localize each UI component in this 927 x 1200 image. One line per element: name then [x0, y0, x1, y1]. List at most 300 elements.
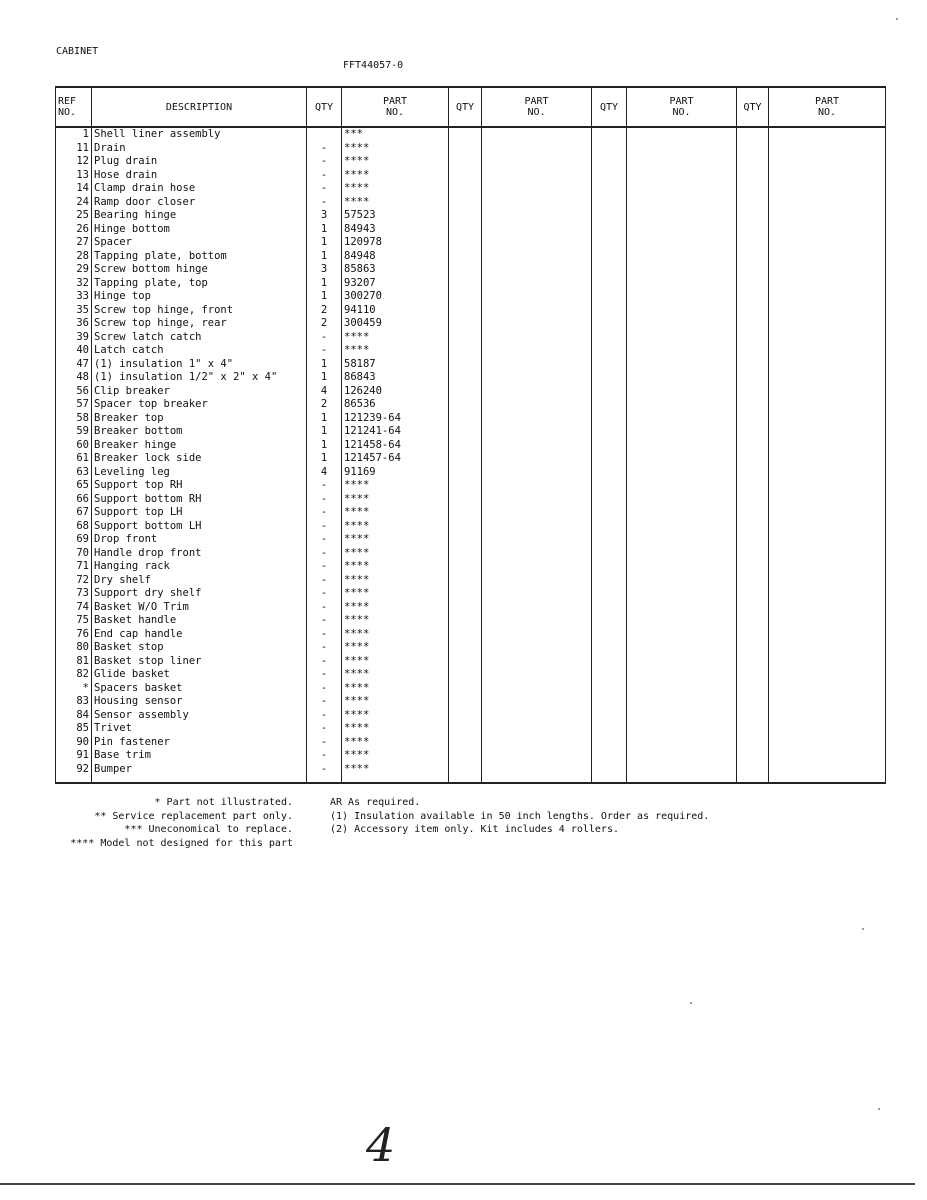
- empty-cell: [627, 142, 737, 156]
- part-no-cell: ****: [342, 574, 449, 588]
- empty-cell: [737, 290, 769, 304]
- empty-cell: [592, 425, 627, 439]
- table-row: [56, 668, 886, 682]
- part-no-cell: 126240: [342, 385, 449, 399]
- empty-cell: [627, 614, 737, 628]
- empty-cell: [627, 655, 737, 669]
- empty-cell: [449, 533, 482, 547]
- empty-cell: [627, 344, 737, 358]
- empty-cell: [449, 722, 482, 736]
- table-row: [56, 398, 886, 412]
- qty-cell: -: [307, 520, 342, 534]
- qty-cell: 3: [307, 263, 342, 277]
- empty-cell: [627, 560, 737, 574]
- ref-no-cell: 36: [56, 317, 92, 331]
- empty-cell: [627, 682, 737, 696]
- table-row: [56, 547, 886, 561]
- part-no-cell: 57523: [342, 209, 449, 223]
- description-cell: Pin fastener: [92, 736, 307, 750]
- empty-cell: [737, 263, 769, 277]
- qty-cell: -: [307, 493, 342, 507]
- empty-cell: [769, 344, 886, 358]
- empty-cell: [449, 655, 482, 669]
- empty-cell: [737, 655, 769, 669]
- empty-cell: [592, 127, 627, 142]
- empty-cell: [482, 385, 592, 399]
- description-cell: Basket stop liner: [92, 655, 307, 669]
- empty-cell: [482, 574, 592, 588]
- part-no-cell: 121239-64: [342, 412, 449, 426]
- empty-cell: [482, 331, 592, 345]
- empty-cell: [769, 709, 886, 723]
- part-no-cell: ****: [342, 155, 449, 169]
- empty-cell: [482, 277, 592, 291]
- ref-no-cell: 67: [56, 506, 92, 520]
- empty-cell: [449, 601, 482, 615]
- empty-cell: [737, 398, 769, 412]
- empty-cell: [769, 695, 886, 709]
- qty-cell: -: [307, 736, 342, 750]
- empty-cell: [449, 560, 482, 574]
- bottom-rule: [0, 1183, 915, 1185]
- part-no-cell: ****: [342, 614, 449, 628]
- qty-cell: -: [307, 196, 342, 210]
- table-row: [56, 763, 886, 777]
- description-cell: (1) insulation 1/2" x 2" x 4": [92, 371, 307, 385]
- empty-cell: [449, 682, 482, 696]
- empty-cell: [592, 196, 627, 210]
- empty-cell: [482, 547, 592, 561]
- empty-cell: [769, 560, 886, 574]
- ref-no-cell: 73: [56, 587, 92, 601]
- empty-cell: [627, 736, 737, 750]
- empty-cell: [737, 628, 769, 642]
- empty-cell: [592, 358, 627, 372]
- qty-cell: -: [307, 331, 342, 345]
- ref-no-cell: 80: [56, 641, 92, 655]
- table-row: [56, 560, 886, 574]
- table-footer-row: [56, 778, 886, 783]
- description-cell: Drain: [92, 142, 307, 156]
- ref-no-cell: 11: [56, 142, 92, 156]
- empty-cell: [627, 668, 737, 682]
- empty-cell: [592, 331, 627, 345]
- empty-cell: [737, 763, 769, 777]
- table-row: [56, 574, 886, 588]
- scan-speck: [690, 1002, 692, 1004]
- empty-cell: [737, 277, 769, 291]
- empty-cell: [449, 479, 482, 493]
- empty-cell: [769, 209, 886, 223]
- part-no-cell: ****: [342, 709, 449, 723]
- ref-no-cell: 61: [56, 452, 92, 466]
- empty-cell: [482, 560, 592, 574]
- empty-cell: [449, 695, 482, 709]
- empty-cell: [592, 506, 627, 520]
- ref-no-cell: 12: [56, 155, 92, 169]
- table-row: [56, 682, 886, 696]
- empty-cell: [627, 520, 737, 534]
- table-row: [56, 614, 886, 628]
- description-cell: Plug drain: [92, 155, 307, 169]
- empty-cell: [449, 371, 482, 385]
- empty-cell: [737, 371, 769, 385]
- empty-cell: [482, 601, 592, 615]
- empty-cell: [769, 425, 886, 439]
- ref-no-cell: 1: [56, 127, 92, 142]
- empty-cell: [769, 466, 886, 480]
- empty-cell: [592, 493, 627, 507]
- empty-cell: [737, 479, 769, 493]
- qty-cell: -: [307, 709, 342, 723]
- ref-no-cell: 60: [56, 439, 92, 453]
- empty-cell: [482, 142, 592, 156]
- qty-cell: -: [307, 587, 342, 601]
- ref-no-cell: 75: [56, 614, 92, 628]
- empty-cell: [592, 574, 627, 588]
- empty-cell: [592, 560, 627, 574]
- ref-no-cell: 74: [56, 601, 92, 615]
- empty-cell: [769, 127, 886, 142]
- table-row: [56, 452, 886, 466]
- empty-cell: [769, 290, 886, 304]
- empty-cell: [482, 628, 592, 642]
- description-cell: Drop front: [92, 533, 307, 547]
- empty-cell: [737, 236, 769, 250]
- description-cell: Hanging rack: [92, 560, 307, 574]
- empty-cell: [592, 344, 627, 358]
- table-row: [56, 533, 886, 547]
- part-no-header-2: PART NO.: [482, 87, 592, 127]
- qty-cell: -: [307, 628, 342, 642]
- part-no-cell: 121457-64: [342, 452, 449, 466]
- empty-cell: [482, 614, 592, 628]
- ref-no-cell: 76: [56, 628, 92, 642]
- empty-cell: [769, 317, 886, 331]
- empty-cell: [627, 466, 737, 480]
- description-cell: Base trim: [92, 749, 307, 763]
- empty-cell: [737, 250, 769, 264]
- empty-cell: [627, 371, 737, 385]
- empty-cell: [737, 547, 769, 561]
- empty-cell: [482, 722, 592, 736]
- empty-cell: [482, 196, 592, 210]
- empty-cell: [592, 709, 627, 723]
- description-cell: Latch catch: [92, 344, 307, 358]
- description-cell: Basket handle: [92, 614, 307, 628]
- empty-cell: [737, 344, 769, 358]
- qty-cell: -: [307, 601, 342, 615]
- qty-cell: -: [307, 695, 342, 709]
- empty-cell: [737, 533, 769, 547]
- empty-cell: [737, 493, 769, 507]
- empty-cell: [592, 398, 627, 412]
- table-row: [56, 601, 886, 615]
- empty-cell: [769, 398, 886, 412]
- empty-cell: [482, 493, 592, 507]
- empty-cell: [449, 736, 482, 750]
- description-cell: Hose drain: [92, 169, 307, 183]
- table-row: [56, 655, 886, 669]
- empty-cell: [482, 695, 592, 709]
- empty-cell: [449, 250, 482, 264]
- model-number: FFT44057-0: [343, 60, 404, 71]
- empty-cell: [592, 479, 627, 493]
- table-row: [56, 290, 886, 304]
- empty-cell: [592, 466, 627, 480]
- part-no-cell: ****: [342, 196, 449, 210]
- table-row: [56, 506, 886, 520]
- part-no-cell: ****: [342, 479, 449, 493]
- qty-cell: 1: [307, 250, 342, 264]
- empty-cell: [592, 371, 627, 385]
- table-row: [56, 479, 886, 493]
- empty-cell: [769, 587, 886, 601]
- empty-cell: [737, 452, 769, 466]
- description-cell: Screw top hinge, front: [92, 304, 307, 318]
- empty-cell: [592, 452, 627, 466]
- empty-cell: [769, 263, 886, 277]
- empty-cell: [737, 127, 769, 142]
- description-cell: (1) insulation 1" x 4": [92, 358, 307, 372]
- description-cell: Hinge bottom: [92, 223, 307, 237]
- part-no-cell: ****: [342, 682, 449, 696]
- empty-cell: [769, 452, 886, 466]
- qty-cell: -: [307, 560, 342, 574]
- empty-cell: [592, 695, 627, 709]
- description-header: DESCRIPTION: [92, 87, 307, 127]
- empty-cell: [737, 709, 769, 723]
- empty-cell: [627, 452, 737, 466]
- empty-cell: [627, 223, 737, 237]
- description-cell: Breaker bottom: [92, 425, 307, 439]
- ref-no-cell: 26: [56, 223, 92, 237]
- table-row: [56, 209, 886, 223]
- qty-cell: 1: [307, 290, 342, 304]
- table-row: [56, 722, 886, 736]
- parts-rows: [56, 127, 886, 778]
- part-no-cell: 58187: [342, 358, 449, 372]
- empty-cell: [482, 169, 592, 183]
- empty-cell: [592, 763, 627, 777]
- empty-cell: [627, 277, 737, 291]
- table-row: [56, 736, 886, 750]
- description-cell: Breaker top: [92, 412, 307, 426]
- empty-cell: [449, 277, 482, 291]
- empty-cell: [769, 628, 886, 642]
- ref-no-cell: 40: [56, 344, 92, 358]
- footnotes-right: [330, 796, 709, 837]
- empty-cell: [592, 412, 627, 426]
- qty-cell: -: [307, 142, 342, 156]
- empty-cell: [449, 574, 482, 588]
- empty-cell: [627, 763, 737, 777]
- empty-cell: [449, 425, 482, 439]
- part-no-cell: ****: [342, 722, 449, 736]
- part-no-cell: 94110: [342, 304, 449, 318]
- empty-cell: [769, 331, 886, 345]
- description-cell: Breaker lock side: [92, 452, 307, 466]
- empty-cell: [737, 304, 769, 318]
- empty-cell: [592, 250, 627, 264]
- empty-cell: [449, 263, 482, 277]
- ref-no-header: REF NO.: [56, 87, 92, 127]
- qty-header-4: QTY: [737, 87, 769, 127]
- ref-no-cell: 69: [56, 533, 92, 547]
- part-no-header-1: PART NO.: [342, 87, 449, 127]
- empty-cell: [737, 641, 769, 655]
- empty-cell: [737, 682, 769, 696]
- empty-cell: [769, 749, 886, 763]
- table-row: [56, 385, 886, 399]
- part-no-cell: ****: [342, 344, 449, 358]
- empty-cell: [737, 506, 769, 520]
- table-row: [56, 317, 886, 331]
- qty-cell: 4: [307, 466, 342, 480]
- empty-cell: [482, 155, 592, 169]
- ref-no-cell: *: [56, 682, 92, 696]
- part-no-cell: ****: [342, 142, 449, 156]
- part-no-cell: ****: [342, 506, 449, 520]
- empty-cell: [449, 628, 482, 642]
- empty-cell: [737, 223, 769, 237]
- table-row: [56, 466, 886, 480]
- empty-cell: [449, 304, 482, 318]
- qty-cell: 1: [307, 236, 342, 250]
- table-row: [56, 749, 886, 763]
- empty-cell: [627, 250, 737, 264]
- empty-cell: [482, 236, 592, 250]
- empty-cell: [769, 614, 886, 628]
- ref-no-cell: 81: [56, 655, 92, 669]
- empty-cell: [449, 344, 482, 358]
- footnote: (1) Insulation available in 50 inch lengths. Order as required.: [330, 810, 710, 822]
- empty-cell: [449, 196, 482, 210]
- empty-cell: [449, 547, 482, 561]
- empty-cell: [737, 722, 769, 736]
- empty-cell: [592, 641, 627, 655]
- description-cell: Support dry shelf: [92, 587, 307, 601]
- table-row: [56, 439, 886, 453]
- empty-cell: [627, 182, 737, 196]
- empty-cell: [592, 520, 627, 534]
- part-no-cell: 121241-64: [342, 425, 449, 439]
- ref-no-cell: 65: [56, 479, 92, 493]
- empty-cell: [482, 641, 592, 655]
- empty-cell: [592, 209, 627, 223]
- qty-cell: [307, 127, 342, 142]
- empty-cell: [627, 263, 737, 277]
- empty-cell: [769, 655, 886, 669]
- table-row: [56, 412, 886, 426]
- qty-cell: -: [307, 655, 342, 669]
- part-no-cell: ****: [342, 749, 449, 763]
- empty-cell: [592, 655, 627, 669]
- empty-cell: [769, 277, 886, 291]
- empty-cell: [449, 520, 482, 534]
- empty-cell: [449, 155, 482, 169]
- empty-cell: [449, 142, 482, 156]
- table-row: [56, 331, 886, 345]
- table-row: [56, 223, 886, 237]
- empty-cell: [737, 358, 769, 372]
- ref-no-cell: 24: [56, 196, 92, 210]
- empty-cell: [627, 358, 737, 372]
- empty-cell: [592, 223, 627, 237]
- ref-no-cell: 32: [56, 277, 92, 291]
- description-cell: Basket W/O Trim: [92, 601, 307, 615]
- qty-cell: -: [307, 722, 342, 736]
- empty-cell: [449, 127, 482, 142]
- empty-cell: [449, 466, 482, 480]
- empty-cell: [769, 142, 886, 156]
- empty-cell: [449, 412, 482, 426]
- empty-cell: [482, 749, 592, 763]
- part-no-cell: ****: [342, 655, 449, 669]
- empty-cell: [769, 574, 886, 588]
- empty-cell: [482, 466, 592, 480]
- empty-cell: [627, 601, 737, 615]
- part-no-cell: ****: [342, 763, 449, 777]
- empty-cell: [449, 709, 482, 723]
- footnote: (2) Accessory item only. Kit includes 4 rollers.: [330, 824, 619, 835]
- empty-cell: [737, 574, 769, 588]
- empty-cell: [769, 506, 886, 520]
- ref-no-cell: 72: [56, 574, 92, 588]
- qty-cell: 1: [307, 371, 342, 385]
- part-no-cell: ****: [342, 641, 449, 655]
- empty-cell: [482, 398, 592, 412]
- qty-cell: -: [307, 641, 342, 655]
- empty-cell: [592, 277, 627, 291]
- empty-cell: [482, 587, 592, 601]
- empty-cell: [449, 641, 482, 655]
- empty-cell: [449, 614, 482, 628]
- empty-cell: [769, 520, 886, 534]
- qty-cell: 3: [307, 209, 342, 223]
- empty-cell: [449, 587, 482, 601]
- empty-cell: [592, 236, 627, 250]
- description-cell: End cap handle: [92, 628, 307, 642]
- table-row: [56, 587, 886, 601]
- empty-cell: [592, 142, 627, 156]
- qty-cell: 4: [307, 385, 342, 399]
- part-no-cell: 84948: [342, 250, 449, 264]
- empty-cell: [769, 479, 886, 493]
- empty-cell: [449, 749, 482, 763]
- part-no-cell: ****: [342, 533, 449, 547]
- description-cell: Leveling leg: [92, 466, 307, 480]
- empty-cell: [737, 560, 769, 574]
- empty-cell: [769, 196, 886, 210]
- empty-cell: [627, 155, 737, 169]
- empty-cell: [627, 574, 737, 588]
- empty-cell: [449, 331, 482, 345]
- empty-cell: [769, 412, 886, 426]
- ref-no-cell: 47: [56, 358, 92, 372]
- qty-cell: 1: [307, 452, 342, 466]
- empty-cell: [627, 533, 737, 547]
- empty-cell: [769, 722, 886, 736]
- description-cell: Shell liner assembly: [92, 127, 307, 142]
- footnote: ** Service replacement part only.: [94, 810, 293, 822]
- empty-cell: [627, 290, 737, 304]
- empty-cell: [482, 452, 592, 466]
- part-no-cell: 121458-64: [342, 439, 449, 453]
- scan-speck: [896, 18, 898, 20]
- empty-cell: [737, 601, 769, 615]
- empty-cell: [737, 209, 769, 223]
